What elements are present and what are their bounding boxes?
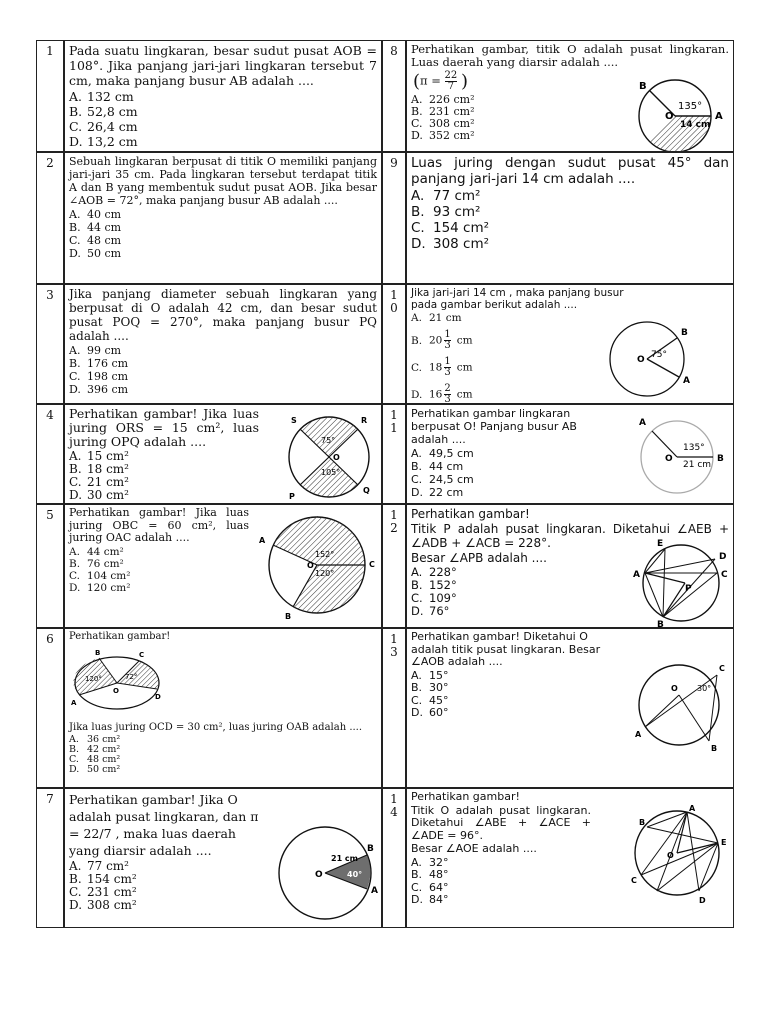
- point-label: O: [667, 851, 674, 860]
- option-c[interactable]: C. 308 cm²: [411, 117, 475, 130]
- question-text: Perhatikan gambar!: [69, 631, 171, 642]
- option-c[interactable]: C. 48 cm²: [69, 753, 121, 765]
- option-b[interactable]: B. 176 cm: [69, 357, 129, 370]
- option-c[interactable]: C. 21 cm²: [69, 475, 129, 489]
- option-d[interactable]: D. 22 cm: [411, 486, 464, 499]
- option-b[interactable]: B. 76 cm²: [69, 557, 124, 570]
- point-label: Q: [363, 486, 370, 495]
- point-label: B: [717, 454, 724, 464]
- question-number: 7: [36, 788, 64, 928]
- angle-label: 72°: [125, 673, 138, 681]
- option-a[interactable]: A. 49,5 cm: [411, 447, 474, 460]
- option-d[interactable]: D. 396 cm: [69, 383, 129, 396]
- circle-figure: [629, 535, 734, 627]
- circle-figure: [625, 71, 734, 151]
- point-label: C: [719, 664, 725, 673]
- option-list: [411, 188, 729, 252]
- question-1: [64, 40, 382, 152]
- option-a[interactable]: A. 32°: [411, 855, 449, 869]
- point-label: O: [315, 870, 323, 880]
- question-text-3: Besar ∠APB adalah ....: [411, 551, 547, 565]
- question-sheet: [36, 40, 734, 928]
- point-label: O: [665, 454, 673, 464]
- question-text-2: Titik O adalah pusat lingkaran. Diketahui ∠ABE + ∠ACE + ∠ADE = 96°.: [411, 803, 591, 842]
- option-c[interactable]: C. 18 $\frac{1}{3}$ cm: [411, 356, 473, 378]
- question-10: [406, 284, 734, 404]
- radius-label: 21 cm: [331, 854, 358, 863]
- angle-label: 135°: [683, 443, 705, 453]
- point-label: O: [637, 355, 645, 365]
- circle-figure: [273, 409, 381, 503]
- option-c[interactable]: C. 26,4 cm: [69, 119, 138, 134]
- option-d[interactable]: D. 50 cm: [69, 247, 122, 260]
- angle-label: 75°: [321, 436, 336, 445]
- question-text: Perhatikan gambar!: [411, 507, 530, 521]
- option-a[interactable]: A. 44 cm²: [69, 545, 124, 558]
- option-b[interactable]: B. 231 cm²: [411, 105, 475, 118]
- option-list: [69, 546, 249, 594]
- point-label: D: [719, 552, 727, 562]
- question-number: 5: [36, 504, 64, 628]
- radius-label: 21 cm: [683, 460, 712, 470]
- option-d[interactable]: D. 84°: [411, 893, 449, 906]
- point-label: B: [681, 328, 688, 338]
- option-d[interactable]: D. 76°: [411, 604, 450, 618]
- question-7: [64, 788, 382, 928]
- point-label: A: [639, 418, 646, 428]
- question-3: [64, 284, 382, 404]
- question-11: [406, 404, 734, 504]
- question-text: Perhatikan gambar! Diketahui O adalah titik pusat lingkaran. Besar ∠AOB adalah ....: [411, 630, 601, 668]
- question-9: [406, 152, 734, 284]
- option-c[interactable]: C. 198 cm: [69, 370, 129, 383]
- point-label: R: [361, 416, 368, 425]
- question-number: 1: [36, 40, 64, 152]
- point-label: A: [633, 570, 640, 580]
- question-text: Perhatikan gambar!: [411, 790, 520, 803]
- circle-figure: [275, 817, 381, 925]
- question-text: Perhatikan gambar, titik O adalah pusat lingkaran. Luas daerah yang diarsir adalah ....: [411, 42, 729, 69]
- circle-figure: [627, 415, 731, 495]
- question-5: [64, 504, 382, 628]
- question-number: 1 4: [382, 788, 406, 928]
- option-c[interactable]: C. 109°: [411, 591, 457, 605]
- option-b[interactable]: B. 52,8 cm: [69, 104, 138, 119]
- option-a[interactable]: A. 77 cm²: [69, 859, 129, 873]
- question-text-2: Jika luas juring OCD = 30 cm², luas juring OAB adalah ....: [69, 722, 363, 733]
- option-a[interactable]: A. 99 cm: [69, 344, 122, 357]
- circle-figure: [597, 317, 697, 397]
- option-list: [69, 344, 377, 396]
- question-6: [64, 628, 382, 788]
- option-list: [411, 447, 611, 499]
- question-text: Sebuah lingkaran berpusat di titik O memiliki panjang jari-jari 35 cm. Pada lingkaran tersebut terdapat titik A dan B yang membentuk sudut pusat AOB. Jika besar ∠AOB = 72°, maka panjang busur AB adalah ....: [69, 155, 377, 207]
- point-label: P: [289, 492, 295, 501]
- point-label: B: [657, 620, 664, 627]
- question-number: 3: [36, 284, 64, 404]
- question-text: Perhatikan gambar! Jika luas juring OBC = 60 cm², luas juring OAC adalah ....: [69, 506, 249, 544]
- point-label: A: [689, 804, 696, 813]
- option-b[interactable]: B. 42 cm²: [69, 743, 121, 755]
- question-text-3: Besar ∠AOE adalah ....: [411, 842, 537, 855]
- point-label: A: [259, 536, 266, 545]
- option-c[interactable]: C. 154 cm²: [411, 220, 490, 236]
- question-text: Luas juring dengan sudut pusat 45° dan panjang jari-jari 14 cm adalah ....: [411, 155, 729, 187]
- question-number: 1 0: [382, 284, 406, 404]
- option-b[interactable]: B. 93 cm²: [411, 204, 481, 220]
- question-text: Perhatikan gambar lingkaran berpusat O! Panjang busur AB adalah ....: [411, 407, 577, 446]
- question-text: Jika panjang diameter sebuah lingkaran yang berpusat di O adalah 42 cm, dan besar sudut pusat POQ = 270°, maka panjang busur PQ adalah ....: [69, 287, 377, 343]
- option-list: [411, 857, 591, 907]
- point-label: B: [285, 612, 292, 621]
- option-b[interactable]: B. 44 cm: [69, 221, 122, 234]
- point-label: A: [715, 111, 723, 122]
- option-d[interactable]: D. 120 cm²: [69, 581, 131, 594]
- circle-figure: [629, 657, 729, 753]
- option-b[interactable]: B. 44 cm: [411, 460, 464, 473]
- question-2: [64, 152, 382, 284]
- question-number: 6: [36, 628, 64, 788]
- point-label: E: [721, 838, 727, 847]
- question-13: [406, 628, 734, 788]
- option-b[interactable]: B. 152°: [411, 578, 457, 592]
- option-a[interactable]: A. 228°: [411, 565, 457, 579]
- point-label: A: [683, 376, 690, 386]
- question-text-2: Titik P adalah pusat lingkaran. Diketahui ∠AEB + ∠ADB + ∠ACB = 228°.: [411, 522, 729, 550]
- option-d[interactable]: D. 50 cm²: [69, 763, 121, 775]
- angle-label: 120°: [315, 569, 335, 578]
- option-c[interactable]: C. 48 cm: [69, 234, 122, 247]
- point-label: E: [657, 539, 664, 549]
- point-label: P: [685, 584, 692, 594]
- question-number: 4: [36, 404, 64, 504]
- option-a[interactable]: A. 132 cm: [69, 89, 134, 104]
- point-label: B: [95, 649, 101, 657]
- point-label: C: [631, 876, 637, 885]
- question-number: 9: [382, 152, 406, 284]
- circle-figure: [627, 803, 731, 907]
- angle-label: 120°: [85, 675, 102, 683]
- option-b[interactable]: B. 154 cm²: [69, 872, 137, 886]
- point-label: S: [291, 416, 297, 425]
- point-label: O: [113, 687, 119, 695]
- option-a[interactable]: A. 15 cm²: [69, 449, 129, 463]
- option-a[interactable]: A. 36 cm²: [69, 733, 121, 745]
- point-label: B: [711, 744, 718, 753]
- point-label: A: [371, 886, 378, 896]
- question-14: [406, 788, 734, 928]
- point-label: D: [155, 693, 161, 701]
- question-8: [406, 40, 734, 152]
- option-a[interactable]: A. 226 cm²: [411, 93, 475, 106]
- point-label: A: [71, 699, 77, 707]
- question-number: 1 3: [382, 628, 406, 788]
- point-label: B: [639, 818, 646, 827]
- point-label: B: [639, 81, 647, 92]
- angle-label: 75°: [651, 350, 667, 360]
- option-b[interactable]: B. 48°: [411, 868, 449, 881]
- question-12: [406, 504, 734, 628]
- option-c[interactable]: C. 45°: [411, 693, 449, 707]
- option-d[interactable]: D. 308 cm²: [411, 236, 490, 252]
- angle-label: 40°: [347, 870, 363, 879]
- angle-label: 152°: [315, 550, 335, 559]
- option-b[interactable]: B. 18 cm²: [69, 462, 129, 476]
- option-d[interactable]: D. 30 cm²: [69, 488, 129, 502]
- circle-figure: [245, 509, 379, 621]
- angle-label: 135°: [678, 101, 703, 112]
- option-a[interactable]: A. 77 cm²: [411, 188, 481, 204]
- point-label: O: [671, 684, 678, 693]
- point-label: C: [369, 560, 375, 569]
- option-list: [69, 450, 259, 502]
- option-a[interactable]: A. 21 cm: [411, 312, 462, 324]
- option-d[interactable]: D. 352 cm²: [411, 129, 475, 142]
- point-label: D: [699, 896, 706, 905]
- point-label: C: [721, 570, 728, 580]
- point-label: O: [665, 111, 674, 122]
- angle-label: 105°: [321, 468, 341, 477]
- question-text: Perhatikan gambar! Jika O adalah pusat lingkaran, dan π = 22/7 , maka luas daerah yang diarsir adalah ....: [69, 792, 259, 858]
- option-a[interactable]: A. 15°: [411, 668, 449, 682]
- angle-label: 30°: [697, 684, 712, 693]
- option-b[interactable]: B. 30°: [411, 681, 449, 694]
- option-d[interactable]: D. 13,2 cm: [69, 134, 138, 149]
- point-label: O: [333, 453, 340, 462]
- option-list: [69, 860, 265, 912]
- point-label: B: [367, 844, 374, 854]
- question-number: 8: [382, 40, 406, 152]
- option-list: [69, 208, 377, 260]
- point-label: C: [139, 651, 145, 659]
- question-text: Perhatikan gambar! Jika luas juring ORS = 15 cm², luas juring OPQ adalah ....: [69, 406, 259, 449]
- option-b[interactable]: B. 20 $\frac{1}{3}$ cm: [411, 329, 473, 351]
- radius-label: 14 cm: [680, 120, 711, 130]
- question-text: Jika jari-jari 14 cm , maka panjang busur pada gambar berikut adalah ....: [411, 287, 624, 311]
- pi-value: (π = $\frac{22}{7}$ ): [413, 70, 468, 92]
- point-label: O: [307, 561, 314, 570]
- option-d[interactable]: D. 308 cm²: [69, 898, 137, 912]
- question-text: Pada suatu lingkaran, besar sudut pusat AOB = 108°. Jika panjang jari-jari lingkaran tersebut 7 cm, maka panjang busur AB adalah ....: [69, 43, 377, 88]
- question-number: 2: [36, 152, 64, 284]
- option-list: [69, 735, 377, 775]
- option-a[interactable]: A. 40 cm: [69, 208, 122, 221]
- option-d[interactable]: D. 16 $\frac{2}{3}$ cm: [411, 383, 473, 404]
- point-label: A: [635, 730, 642, 739]
- option-c[interactable]: C. 231 cm²: [69, 885, 137, 899]
- question-4: [64, 404, 382, 504]
- question-number: 1 2: [382, 504, 406, 628]
- question-number: 1 1: [382, 404, 406, 504]
- option-list: [69, 89, 377, 149]
- option-c[interactable]: C. 104 cm²: [69, 569, 131, 582]
- option-c[interactable]: C. 64°: [411, 880, 449, 894]
- option-list: [411, 670, 621, 720]
- circle-figure: [69, 645, 163, 715]
- option-c[interactable]: C. 24,5 cm: [411, 473, 474, 486]
- option-d[interactable]: D. 60°: [411, 706, 449, 719]
